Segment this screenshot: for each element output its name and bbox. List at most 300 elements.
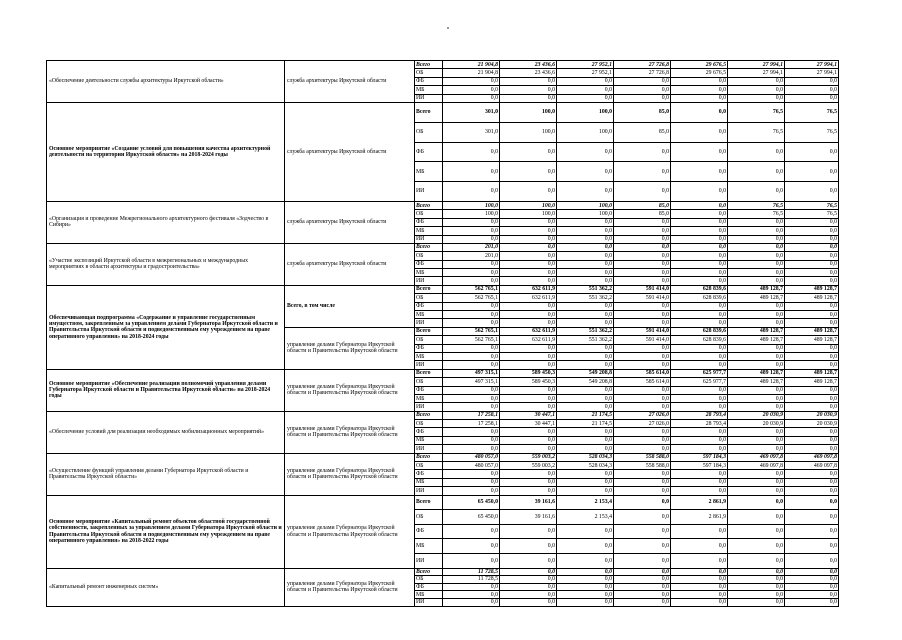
table-row (47, 495, 839, 510)
funding-source: Всего (415, 411, 443, 419)
amount-cell: 21 174,5 (557, 420, 614, 428)
amount-cell: 0,0 (443, 394, 500, 402)
amount-cell: 0,0 (443, 583, 500, 591)
amount-cell: 0,0 (500, 591, 557, 599)
amount-cell: 0,0 (728, 478, 785, 486)
activity-name: «Капитальный ремонт инженерных систем» (47, 568, 285, 606)
amount-cell: 0,0 (614, 77, 671, 85)
activity-name: Основное мероприятие «Капитальный ремонт объектов областной государственной собственности, закрепленных за управлением делами Губернатора Иркутской области и Правительства Иркутской области и подведомственным ему учреждением на праве оперативного управления» на 2018-2022 годы (47, 495, 285, 568)
table-row (47, 102, 839, 122)
amount-cell: 489 128,7 (728, 369, 785, 377)
amount-cell: 591 414,0 (614, 294, 671, 302)
amount-cell: 0,0 (500, 311, 557, 319)
amount-cell: 0,0 (557, 386, 614, 394)
amount-cell: 27 026,0 (614, 411, 671, 419)
amount-cell: 0,0 (500, 77, 557, 85)
amount-cell: 0,0 (728, 77, 785, 85)
amount-cell: 559 003,2 (500, 453, 557, 461)
amount-cell: 0,0 (614, 243, 671, 251)
amount-cell: 0,0 (443, 86, 500, 94)
amount-cell: 0,0 (443, 311, 500, 319)
amount-cell: 0,0 (671, 487, 728, 495)
amount-cell: 0,0 (614, 510, 671, 525)
responsible-executor: управление делами Губернатора Иркутской области и Правительства Иркутской области (285, 453, 415, 495)
amount-cell: 0,0 (557, 524, 614, 539)
activity-name: «Обеспечение деятельности службы архитектуры Иркутской области» (47, 61, 285, 103)
funding-source: Всего (415, 285, 443, 293)
amount-cell: 0,0 (671, 77, 728, 85)
amount-cell: 528 034,3 (557, 462, 614, 470)
amount-cell: 0,0 (614, 361, 671, 369)
amount-cell: 0,0 (443, 94, 500, 102)
funding-source: ИИ (415, 598, 443, 606)
amount-cell: 528 034,3 (557, 453, 614, 461)
amount-cell: 0,0 (728, 86, 785, 94)
amount-cell: 632 611,9 (500, 327, 557, 335)
amount-cell: 0,0 (785, 470, 839, 478)
amount-cell: 0,0 (614, 352, 671, 360)
amount-cell: 0,0 (443, 553, 500, 568)
amount-cell: 628 839,6 (671, 327, 728, 335)
amount-cell: 0,0 (671, 403, 728, 411)
amount-cell: 100,0 (500, 201, 557, 209)
amount-cell: 0,0 (557, 235, 614, 243)
funding-source: МБ (415, 436, 443, 444)
amount-cell: 0,0 (557, 277, 614, 285)
funding-source: ФБ (415, 218, 443, 226)
amount-cell: 591 414,0 (614, 327, 671, 335)
funding-source: ИИ (415, 487, 443, 495)
amount-cell: 0,0 (728, 553, 785, 568)
amount-cell: 0,0 (557, 576, 614, 584)
amount-cell: 29 676,5 (671, 69, 728, 77)
funding-source: ФБ (415, 583, 443, 591)
amount-cell: 469 097,8 (785, 462, 839, 470)
amount-cell: 20 030,9 (785, 420, 839, 428)
amount-cell: 0,0 (557, 227, 614, 235)
budget-table (46, 60, 839, 607)
amount-cell: 0,0 (785, 218, 839, 226)
amount-cell: 0,0 (671, 252, 728, 260)
amount-cell: 0,0 (557, 344, 614, 352)
amount-cell: 0,0 (614, 235, 671, 243)
amount-cell: 625 977,7 (671, 378, 728, 386)
amount-cell: 0,0 (443, 142, 500, 162)
amount-cell: 11 728,5 (443, 568, 500, 576)
amount-cell: 628 839,6 (671, 285, 728, 293)
amount-cell: 0,0 (614, 478, 671, 486)
amount-cell: 0,0 (671, 386, 728, 394)
amount-cell: 0,0 (671, 102, 728, 122)
funding-source: ФБ (415, 470, 443, 478)
amount-cell: 85,0 (614, 201, 671, 209)
amount-cell: 0,0 (500, 142, 557, 162)
amount-cell: 489 128,7 (785, 378, 839, 386)
amount-cell: 0,0 (557, 182, 614, 202)
amount-cell: 0,0 (728, 227, 785, 235)
amount-cell: 0,0 (443, 428, 500, 436)
amount-cell: 0,0 (671, 243, 728, 251)
amount-cell: 551 362,2 (557, 294, 614, 302)
amount-cell: 0,0 (785, 583, 839, 591)
funding-source: Всего (415, 495, 443, 510)
amount-cell: 0,0 (671, 162, 728, 182)
amount-cell: 0,0 (785, 269, 839, 277)
amount-cell: 0,0 (443, 235, 500, 243)
responsible-executor: управление делами Губернатора Иркутской области и Правительства Иркутской области (285, 369, 415, 411)
amount-cell: 100,0 (557, 122, 614, 142)
amount-cell: 0,0 (557, 568, 614, 576)
amount-cell: 100,0 (443, 201, 500, 209)
amount-cell: 0,0 (785, 311, 839, 319)
amount-cell: 0,0 (443, 319, 500, 327)
amount-cell: 0,0 (500, 344, 557, 352)
amount-cell: 551 362,2 (557, 285, 614, 293)
amount-cell: 0,0 (785, 539, 839, 554)
funding-source: Всего (415, 453, 443, 461)
amount-cell: 0,0 (671, 591, 728, 599)
amount-cell: 0,0 (614, 386, 671, 394)
amount-cell: 0,0 (500, 269, 557, 277)
amount-cell: 0,0 (785, 495, 839, 510)
amount-cell: 0,0 (443, 470, 500, 478)
amount-cell: 497 315,1 (443, 378, 500, 386)
amount-cell: 0,0 (557, 591, 614, 599)
responsible-executor: служба архитектуры Иркутской области (285, 102, 415, 201)
amount-cell: 0,0 (443, 487, 500, 495)
amount-cell: 0,0 (728, 311, 785, 319)
amount-cell: 0,0 (728, 403, 785, 411)
amount-cell: 85,0 (614, 122, 671, 142)
amount-cell: 0,0 (671, 277, 728, 285)
amount-cell: 489 128,7 (785, 327, 839, 335)
amount-cell: 0,0 (785, 478, 839, 486)
amount-cell: 0,0 (614, 524, 671, 539)
amount-cell: 0,0 (557, 86, 614, 94)
amount-cell: 0,0 (785, 487, 839, 495)
amount-cell: 0,0 (728, 539, 785, 554)
amount-cell: 0,0 (671, 86, 728, 94)
amount-cell: 0,0 (614, 598, 671, 606)
amount-cell: 100,0 (557, 102, 614, 122)
amount-cell: 0,0 (614, 495, 671, 510)
amount-cell: 0,0 (671, 394, 728, 402)
amount-cell: 0,0 (443, 302, 500, 310)
amount-cell: 0,0 (671, 445, 728, 453)
amount-cell: 0,0 (728, 243, 785, 251)
amount-cell: 85,0 (614, 210, 671, 218)
amount-cell: 201,0 (443, 252, 500, 260)
amount-cell: 0,0 (728, 568, 785, 576)
amount-cell: 0,0 (500, 260, 557, 268)
amount-cell: 100,0 (557, 201, 614, 209)
amount-cell: 0,0 (557, 352, 614, 360)
amount-cell: 85,0 (614, 102, 671, 122)
amount-cell: 0,0 (785, 227, 839, 235)
amount-cell: 589 450,3 (500, 378, 557, 386)
amount-cell: 0,0 (557, 394, 614, 402)
amount-cell: 597 184,3 (671, 453, 728, 461)
amount-cell: 0,0 (443, 269, 500, 277)
funding-source: ИИ (415, 553, 443, 568)
amount-cell: 549 208,8 (557, 369, 614, 377)
amount-cell: 0,0 (671, 227, 728, 235)
amount-cell: 0,0 (614, 269, 671, 277)
amount-cell: 0,0 (728, 302, 785, 310)
amount-cell: 0,0 (785, 510, 839, 525)
amount-cell: 27 726,8 (614, 69, 671, 77)
amount-cell: 0,0 (614, 252, 671, 260)
amount-cell: 0,0 (785, 243, 839, 251)
funding-source: Всего (415, 102, 443, 122)
amount-cell: 17 258,1 (443, 420, 500, 428)
table-row (47, 453, 839, 461)
table-row (47, 243, 839, 251)
amount-cell: 0,0 (728, 235, 785, 243)
funding-source: ИИ (415, 361, 443, 369)
funding-source: ОБ (415, 210, 443, 218)
table-row (47, 568, 839, 576)
amount-cell: 589 450,3 (500, 369, 557, 377)
amount-cell: 0,0 (500, 394, 557, 402)
amount-cell: 0,0 (728, 394, 785, 402)
amount-cell: 0,0 (614, 591, 671, 599)
amount-cell: 562 765,1 (443, 336, 500, 344)
amount-cell: 0,0 (785, 302, 839, 310)
amount-cell: 0,0 (500, 598, 557, 606)
amount-cell: 0,0 (785, 235, 839, 243)
amount-cell: 0,0 (557, 539, 614, 554)
activity-name: «Организация и проведение Межрегионального архитектурного фестиваля «Зодчество в Сибири» (47, 201, 285, 243)
amount-cell: 0,0 (500, 182, 557, 202)
funding-source: Всего (415, 369, 443, 377)
amount-cell: 562 765,1 (443, 294, 500, 302)
funding-source: ФБ (415, 428, 443, 436)
activity-name: Обеспечивающая подпрограмма «Содержание и управление государственным имуществом, закрепленным за управлением делами Губернатора Иркутской области и Правительства Иркутской области и подведомственным ему учреждением на праве оперативного управления» на 2018-2024 годы (47, 285, 285, 369)
amount-cell: 0,0 (557, 319, 614, 327)
amount-cell: 30 447,1 (500, 411, 557, 419)
amount-cell: 0,0 (500, 94, 557, 102)
table-row (47, 61, 839, 69)
amount-cell: 0,0 (443, 478, 500, 486)
amount-cell: 0,0 (614, 162, 671, 182)
amount-cell: 489 128,7 (785, 285, 839, 293)
amount-cell: 0,0 (728, 470, 785, 478)
amount-cell: 27 726,8 (614, 61, 671, 69)
amount-cell: 0,0 (671, 361, 728, 369)
amount-cell: 0,0 (614, 260, 671, 268)
amount-cell: 489 128,7 (728, 327, 785, 335)
amount-cell: 27 994,1 (728, 61, 785, 69)
amount-cell: 0,0 (671, 260, 728, 268)
amount-cell: 0,0 (500, 386, 557, 394)
amount-cell: 0,0 (614, 470, 671, 478)
amount-cell: 0,0 (614, 302, 671, 310)
table-row (47, 411, 839, 419)
amount-cell: 0,0 (614, 568, 671, 576)
amount-cell: 0,0 (443, 524, 500, 539)
funding-source: ФБ (415, 302, 443, 310)
amount-cell: 0,0 (614, 142, 671, 162)
responsible-executor: управление делами Губернатора Иркутской области и Правительства Иркутской области (285, 568, 415, 606)
funding-source: МБ (415, 311, 443, 319)
amount-cell: 0,0 (728, 269, 785, 277)
funding-source: ОБ (415, 420, 443, 428)
amount-cell: 0,0 (614, 218, 671, 226)
amount-cell: 0,0 (557, 436, 614, 444)
amount-cell: 0,0 (728, 361, 785, 369)
scan-speck (447, 27, 449, 29)
funding-source: ИИ (415, 277, 443, 285)
activity-name: Основное мероприятие «Создание условий для повышения качества архитектурной деятельности на территории Иркутской области» на 2018-2024 годы (47, 102, 285, 201)
amount-cell: 39 161,6 (500, 510, 557, 525)
amount-cell: 0,0 (671, 428, 728, 436)
amount-cell: 0,0 (728, 583, 785, 591)
amount-cell: 0,0 (443, 218, 500, 226)
amount-cell: 27 994,1 (785, 69, 839, 77)
amount-cell: 0,0 (557, 269, 614, 277)
amount-cell: 0,0 (614, 403, 671, 411)
amount-cell: 0,0 (728, 352, 785, 360)
amount-cell: 489 128,7 (728, 378, 785, 386)
amount-cell: 27 994,1 (728, 69, 785, 77)
amount-cell: 0,0 (728, 495, 785, 510)
amount-cell: 0,0 (785, 86, 839, 94)
funding-source: Всего (415, 568, 443, 576)
amount-cell: 0,0 (728, 386, 785, 394)
amount-cell: 0,0 (557, 311, 614, 319)
amount-cell: 0,0 (500, 319, 557, 327)
amount-cell: 0,0 (443, 77, 500, 85)
funding-source: МБ (415, 227, 443, 235)
amount-cell: 21 174,5 (557, 411, 614, 419)
amount-cell: 0,0 (614, 277, 671, 285)
amount-cell: 0,0 (728, 142, 785, 162)
responsible-executor: служба архитектуры Иркутской области (285, 61, 415, 103)
amount-cell: 2 861,9 (671, 510, 728, 525)
funding-source: ОБ (415, 252, 443, 260)
amount-cell: 0,0 (728, 591, 785, 599)
amount-cell: 0,0 (500, 302, 557, 310)
amount-cell: 0,0 (671, 553, 728, 568)
amount-cell: 0,0 (443, 361, 500, 369)
amount-cell: 2 153,4 (557, 495, 614, 510)
amount-cell: 100,0 (500, 122, 557, 142)
amount-cell: 0,0 (728, 510, 785, 525)
amount-cell: 0,0 (500, 352, 557, 360)
amount-cell: 558 588,0 (614, 462, 671, 470)
amount-cell: 0,0 (785, 598, 839, 606)
amount-cell: 0,0 (671, 94, 728, 102)
amount-cell: 0,0 (614, 487, 671, 495)
amount-cell: 0,0 (671, 218, 728, 226)
amount-cell: 11 728,5 (443, 576, 500, 584)
amount-cell: 0,0 (785, 394, 839, 402)
amount-cell: 76,5 (728, 122, 785, 142)
amount-cell: 585 614,0 (614, 369, 671, 377)
amount-cell: 0,0 (671, 235, 728, 243)
activity-name: «Осуществление функций управления делами Губернатора Иркутской области и Правительства Иркутской области» (47, 453, 285, 495)
amount-cell: 0,0 (671, 269, 728, 277)
amount-cell: 489 128,7 (728, 336, 785, 344)
amount-cell: 0,0 (785, 436, 839, 444)
amount-cell: 497 315,1 (443, 369, 500, 377)
amount-cell: 0,0 (728, 445, 785, 453)
amount-cell: 0,0 (671, 568, 728, 576)
amount-cell: 0,0 (443, 182, 500, 202)
amount-cell: 0,0 (671, 210, 728, 218)
amount-cell: 100,0 (557, 210, 614, 218)
funding-source: ОБ (415, 69, 443, 77)
amount-cell: 0,0 (557, 470, 614, 478)
amount-cell: 0,0 (728, 576, 785, 584)
amount-cell: 0,0 (500, 428, 557, 436)
amount-cell: 0,0 (671, 470, 728, 478)
amount-cell: 0,0 (614, 539, 671, 554)
amount-cell: 0,0 (443, 386, 500, 394)
amount-cell: 0,0 (785, 162, 839, 182)
amount-cell: 0,0 (785, 361, 839, 369)
amount-cell: 562 765,1 (443, 285, 500, 293)
amount-cell: 76,5 (785, 102, 839, 122)
amount-cell: 0,0 (557, 162, 614, 182)
amount-cell: 65 450,0 (443, 510, 500, 525)
amount-cell: 0,0 (614, 94, 671, 102)
amount-cell: 0,0 (614, 86, 671, 94)
amount-cell: 39 161,6 (500, 495, 557, 510)
amount-cell: 0,0 (557, 142, 614, 162)
amount-cell: 20 030,9 (785, 411, 839, 419)
amount-cell: 0,0 (500, 162, 557, 182)
amount-cell: 28 793,4 (671, 420, 728, 428)
funding-source: ОБ (415, 510, 443, 525)
funding-source: ФБ (415, 524, 443, 539)
amount-cell: 0,0 (500, 277, 557, 285)
amount-cell: 0,0 (557, 218, 614, 226)
amount-cell: 0,0 (785, 403, 839, 411)
funding-source: Всего (415, 243, 443, 251)
amount-cell: 0,0 (500, 243, 557, 251)
funding-source: ОБ (415, 378, 443, 386)
amount-cell: 0,0 (671, 122, 728, 142)
amount-cell: 0,0 (785, 591, 839, 599)
amount-cell: 0,0 (443, 598, 500, 606)
table-row (47, 369, 839, 377)
amount-cell: 469 097,8 (785, 453, 839, 461)
amount-cell: 76,5 (785, 210, 839, 218)
amount-cell: 551 362,2 (557, 336, 614, 344)
funding-source: МБ (415, 539, 443, 554)
amount-cell: 0,0 (557, 445, 614, 453)
amount-cell: 480 057,0 (443, 462, 500, 470)
amount-cell: 0,0 (785, 77, 839, 85)
amount-cell: 0,0 (785, 524, 839, 539)
activity-name: «Участие экспозиций Иркутской области в межрегиональных и международных мероприятиях в области архитектуры и градостроительства» (47, 243, 285, 285)
amount-cell: 2 153,4 (557, 510, 614, 525)
amount-cell: 30 447,1 (500, 420, 557, 428)
amount-cell: 0,0 (443, 344, 500, 352)
amount-cell: 0,0 (500, 252, 557, 260)
amount-cell: 0,0 (671, 583, 728, 591)
amount-cell: 0,0 (500, 539, 557, 554)
funding-source: МБ (415, 352, 443, 360)
amount-cell: 0,0 (557, 243, 614, 251)
amount-cell: 0,0 (785, 553, 839, 568)
amount-cell: 0,0 (614, 311, 671, 319)
amount-cell: 0,0 (728, 344, 785, 352)
amount-cell: 0,0 (614, 344, 671, 352)
amount-cell: 551 362,2 (557, 327, 614, 335)
